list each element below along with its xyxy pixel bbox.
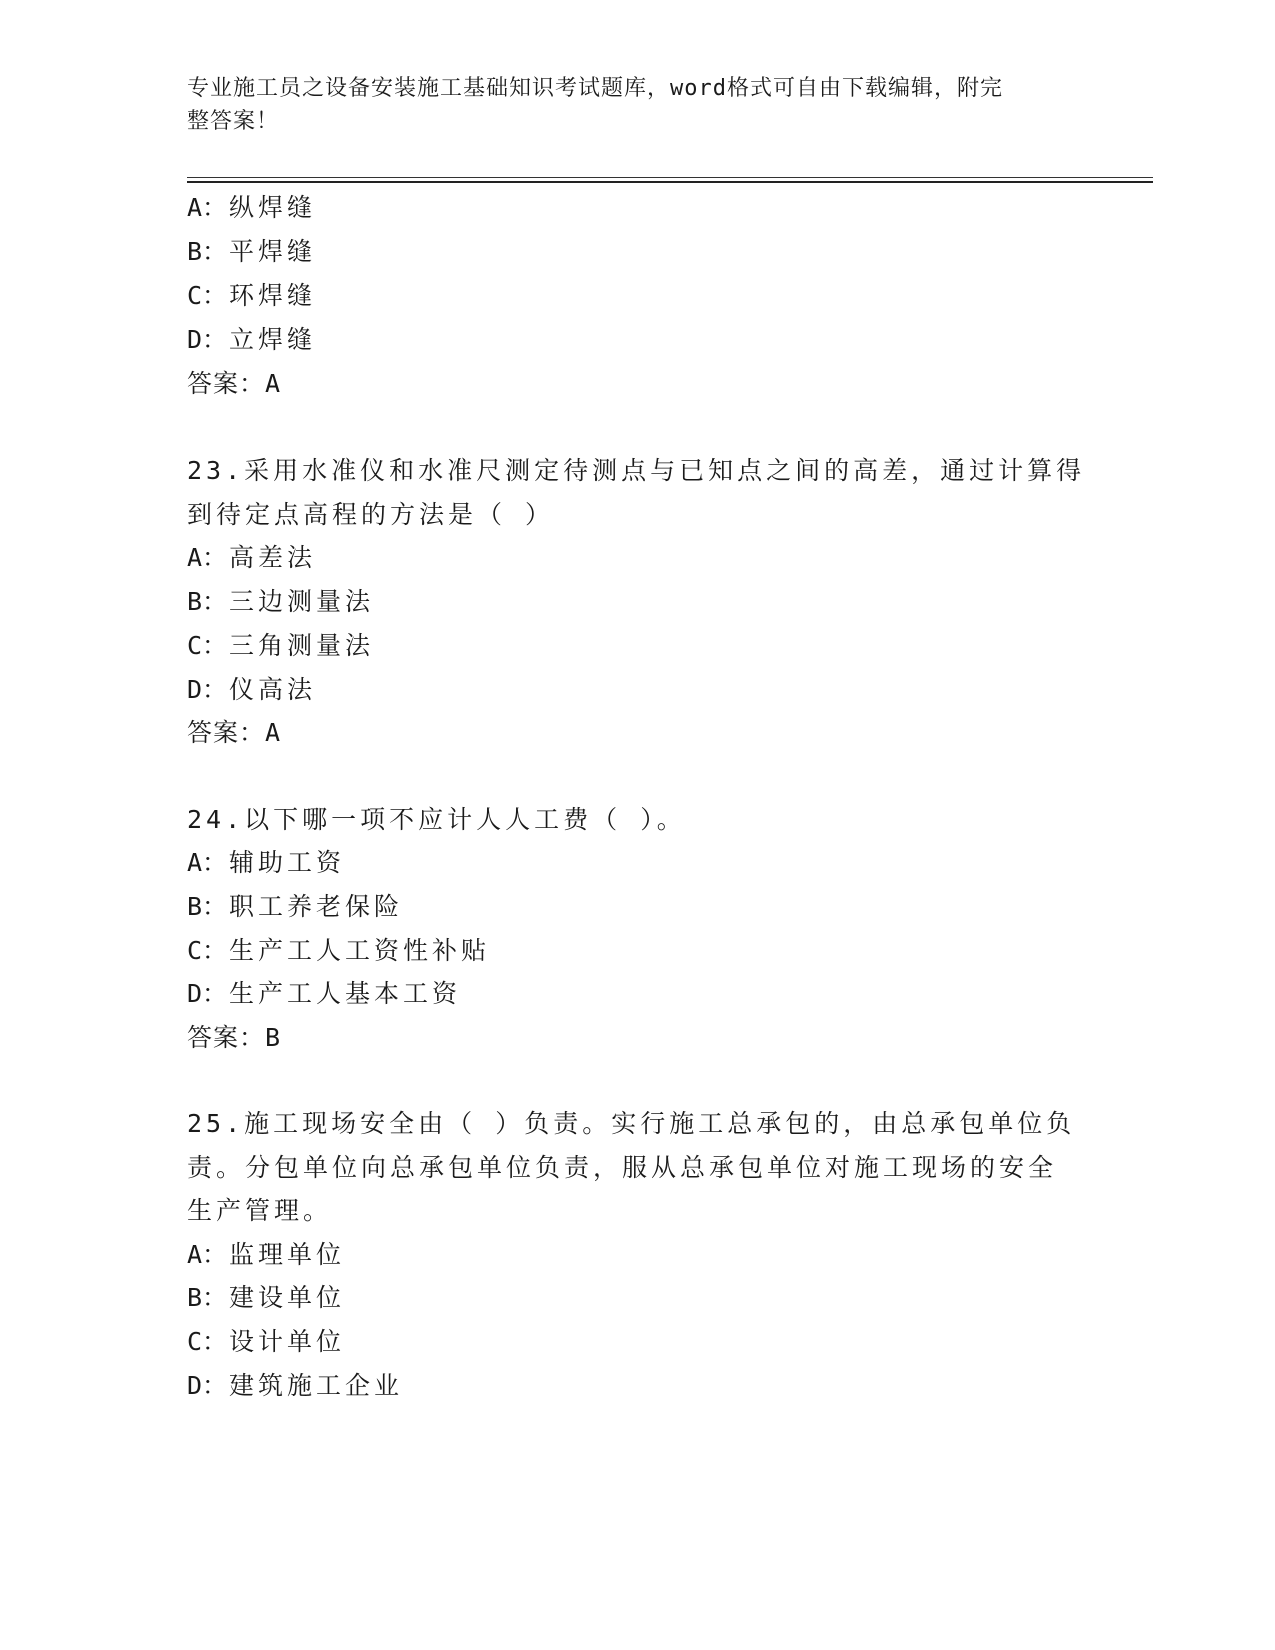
option-letter: C： [187,281,228,310]
option-a [187,846,345,880]
question-23-line-2: 到待定点高程的方法是（ ） [187,500,555,529]
option-b [187,1281,345,1315]
option-letter: B： [187,892,228,921]
option-text: 环焊缝 [229,281,317,310]
option-text: 建设单位 [229,1283,346,1312]
option-text: 仪高法 [229,675,317,704]
option-text: 建筑施工企业 [229,1371,404,1400]
option-text: 高差法 [229,543,317,572]
option-letter: D： [187,1371,228,1400]
option-text: 立焊缝 [229,325,317,354]
option-letter: A： [187,848,228,877]
option-letter: C： [187,1327,228,1356]
option-b [187,890,403,924]
question-25-line-2: 责。分包单位向总承包单位负责，服从总承包单位对施工现场的安全 [187,1153,1058,1182]
option-c [187,629,374,663]
option-text: 生产工人基本工资 [229,979,462,1008]
option-b [187,585,374,619]
header-line-1: 专业施工员之设备安装施工基础知识考试题库，word格式可自由下载编辑，附完 [187,76,1003,101]
document-header [187,72,1067,138]
option-c [187,1325,345,1359]
answer-line: 答案：B [187,1023,282,1052]
option-c [187,279,316,313]
header-divider-thick [187,181,1153,183]
question-24-line-1: 24.以下哪一项不应计人人工费（ ）。 [187,805,686,834]
option-letter: B： [187,237,228,266]
option-letter: C： [187,936,228,965]
option-d [187,1369,403,1403]
option-b [187,235,316,269]
option-d [187,977,461,1011]
option-d [187,323,316,357]
option-letter: B： [187,1283,228,1312]
option-letter: A： [187,543,228,572]
option-a [187,191,316,225]
question-25-line-3: 生产管理。 [187,1196,333,1225]
option-a [187,541,316,575]
option-text: 纵焊缝 [229,193,317,222]
option-letter: D： [187,675,228,704]
header-divider-thin [187,177,1153,178]
answer-line: 答案：A [187,369,282,398]
option-text: 三角测量法 [229,631,375,660]
option-text: 监理单位 [229,1240,346,1269]
question-23-line-1: 23.采用水准仪和水准尺测定待测点与已知点之间的高差，通过计算得 [187,456,1086,485]
answer-line: 答案：A [187,718,282,747]
option-a [187,1238,345,1272]
option-letter: B： [187,587,228,616]
option-text: 职工养老保险 [229,892,404,921]
option-letter: D： [187,979,228,1008]
header-line-2: 整答案！ [187,109,280,134]
option-letter: A： [187,193,228,222]
option-text: 生产工人工资性补贴 [229,936,491,965]
option-d [187,673,316,707]
option-text: 平焊缝 [229,237,317,266]
option-text: 三边测量法 [229,587,375,616]
option-c [187,934,490,968]
option-text: 辅助工资 [229,848,346,877]
option-letter: C： [187,631,228,660]
option-text: 设计单位 [229,1327,346,1356]
option-letter: A： [187,1240,228,1269]
option-letter: D： [187,325,228,354]
question-25-line-1: 25.施工现场安全由（ ）负责。实行施工总承包的，由总承包单位负 [187,1109,1076,1138]
